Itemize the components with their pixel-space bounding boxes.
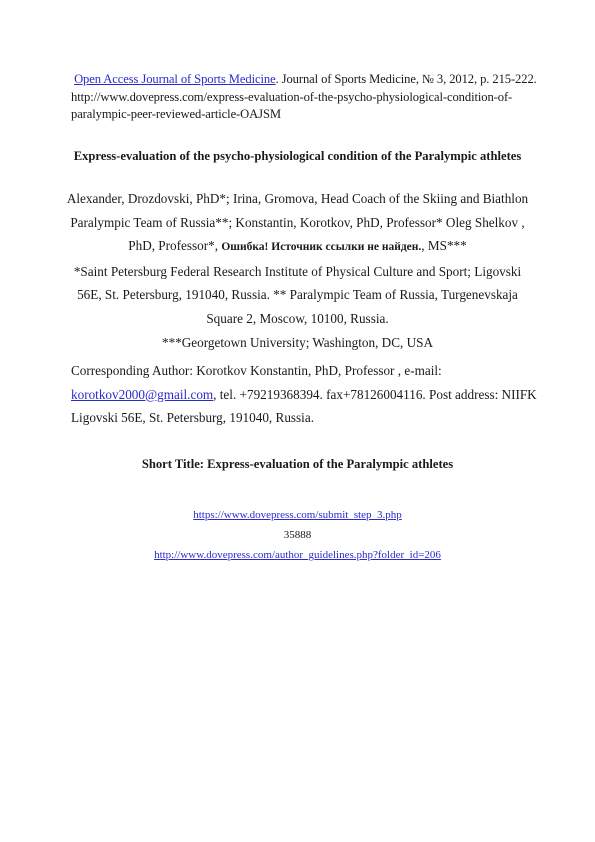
journal-link[interactable]: Open Access Journal of Sports Medicine [74, 72, 276, 86]
corresponding-author [71, 359, 541, 430]
paper-title: Express-evaluation of the psycho-physiological condition of the Paralympic athletes [73, 149, 522, 163]
citation-text: . Journal of Sports Medicine, № 3, 2012, p. 215-222. http://www.dovepress.com/express-evaluation-of-the-psycho-physiological-condition-of-paralympic-peer-reviewed-article-OAJSM [71, 72, 537, 121]
submission-number: 35888 [283, 529, 312, 541]
author-names: Alexander, Drozdovski, PhD*; Irina, Gromova, Head Coach of the Skiing and Biathlon Paralympic Team of Russia**; Konstantin, Korotkov, PhD, Professor* Oleg Shelkov , PhD, Professor*, [66, 191, 529, 254]
guidelines-link[interactable]: http://www.dovepress.com/author_guidelines.php?folder_id=206 [154, 549, 441, 561]
footer-links [0, 505, 595, 565]
submit-link[interactable]: https://www.dovepress.com/submit_step_3.php [193, 509, 402, 521]
affiliation-1: *Saint Petersburg Federal Research Institute of Physical Culture and Sport; Ligovski 56E, St. Petersburg, 191040, Russia. ** Paralympic Team of Russia, Turgenevskaja Square 2, Moscow, 10100, Russia. [73, 263, 522, 326]
short-title: Short Title: Express-evaluation of the Paralympic athletes [141, 457, 454, 471]
email-link[interactable]: korotkov2000@gmail.com [71, 386, 214, 402]
author-degree: , MS*** [421, 238, 467, 254]
authors-block [60, 187, 535, 354]
corresponding-contact: , tel. +79219368394. fax+78126004116. Post address: NIIFK Ligovski 56E, St. Petersburg, 191040, Russia. [71, 386, 537, 425]
affiliation-2: ***Georgetown University; Washington, DC, USA [162, 334, 433, 350]
author-list [60, 187, 535, 260]
corresponding-prefix: Corresponding Author: Korotkov Konstantin, PhD, Professor , e-mail: [71, 363, 442, 378]
reference-error-text: Ошибка! Источник ссылки не найден. [221, 241, 422, 254]
citation-block [71, 71, 541, 124]
